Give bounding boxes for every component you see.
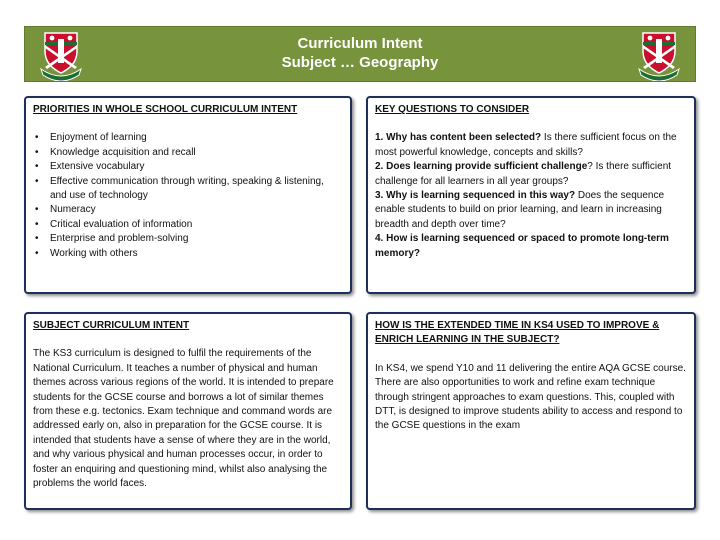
school-crest-right [637, 29, 681, 81]
list-item: • Extensive vocabulary [33, 160, 343, 174]
question-2 [375, 160, 687, 189]
question-4-bold: 4. How is learning sequenced or spaced to promote long-term memory? [375, 233, 669, 259]
question-3-rest: Does the sequence enable students to build on prior learning, and learn in increasing breadth and depth over time? [375, 190, 665, 230]
question-2-bold: 2. Does learning provide sufficient challenge [375, 161, 588, 173]
title-line-1: Curriculum Intent [297, 35, 423, 52]
extended-time-heading: HOW IS THE EXTENDED TIME IN KS4 USED TO IMPROVE & ENRICH LEARNING IN THE SUBJECT? [375, 320, 660, 346]
priorities-panel [24, 96, 352, 294]
extended-time-panel [366, 312, 696, 510]
subject-intent-panel [24, 312, 352, 510]
question-3 [375, 189, 687, 232]
question-2-rest: ? Is there sufficient challenge for all learners in all year groups? [375, 161, 672, 187]
subject-intent-heading: SUBJECT CURRICULUM INTENT [33, 320, 190, 331]
list-item: • Working with others [33, 247, 343, 261]
subject-intent-body: The KS3 curriculum is designed to fulfil the requirements of the National Curriculum. It teaches a number of physical and human themes across various regions of the world. It is intended to prepare students for the GCSE course and borrows a lot of similar themes from these e.g. tectonics. Exam technique and command words are addressed early on, also in preparation for the GCSE course. It is intended that students have a sense of where they are in the world, and why various physical and human processes occur, in order to foster an enquiring and questioning mind, whilst also analysing the problems the world faces. [33, 348, 334, 490]
question-1 [375, 131, 687, 160]
page-title [25, 34, 695, 72]
list-item: • Numeracy [33, 203, 343, 217]
priorities-list [33, 131, 343, 261]
question-1-bold: 1. Why has content been selected? [375, 132, 542, 144]
question-4 [375, 232, 687, 261]
list-item: • Enterprise and problem-solving [33, 232, 343, 246]
key-questions-heading: KEY QUESTIONS TO CONSIDER [375, 104, 530, 115]
extended-time-body: In KS4, we spend Y10 and 11 delivering the entire AQA GCSE course. There are also opportunities to work and refine exam technique through stringent approaches to exam questions. This, coupled with DTT, is designed to improve students ability to access and respond to the GCSE questions in the exam [375, 362, 686, 432]
key-questions-panel [366, 96, 696, 294]
question-3-bold: 3. Why is learning sequenced in this way? [375, 190, 576, 202]
header-banner [24, 26, 696, 82]
title-line-2: Subject … Geography [281, 54, 439, 71]
list-item: • Knowledge acquisition and recall [33, 146, 343, 160]
question-1-rest: Is there sufficient focus on the most powerful knowledge, concepts and skills? [375, 132, 677, 158]
list-item: • Effective communication through writing, speaking & listening, and use of technology [33, 175, 343, 204]
priorities-heading: PRIORITIES IN WHOLE SCHOOL CURRICULUM INTENT [33, 104, 298, 115]
list-item: • Enjoyment of learning [33, 131, 343, 145]
list-item: • Critical evaluation of information [33, 218, 343, 232]
